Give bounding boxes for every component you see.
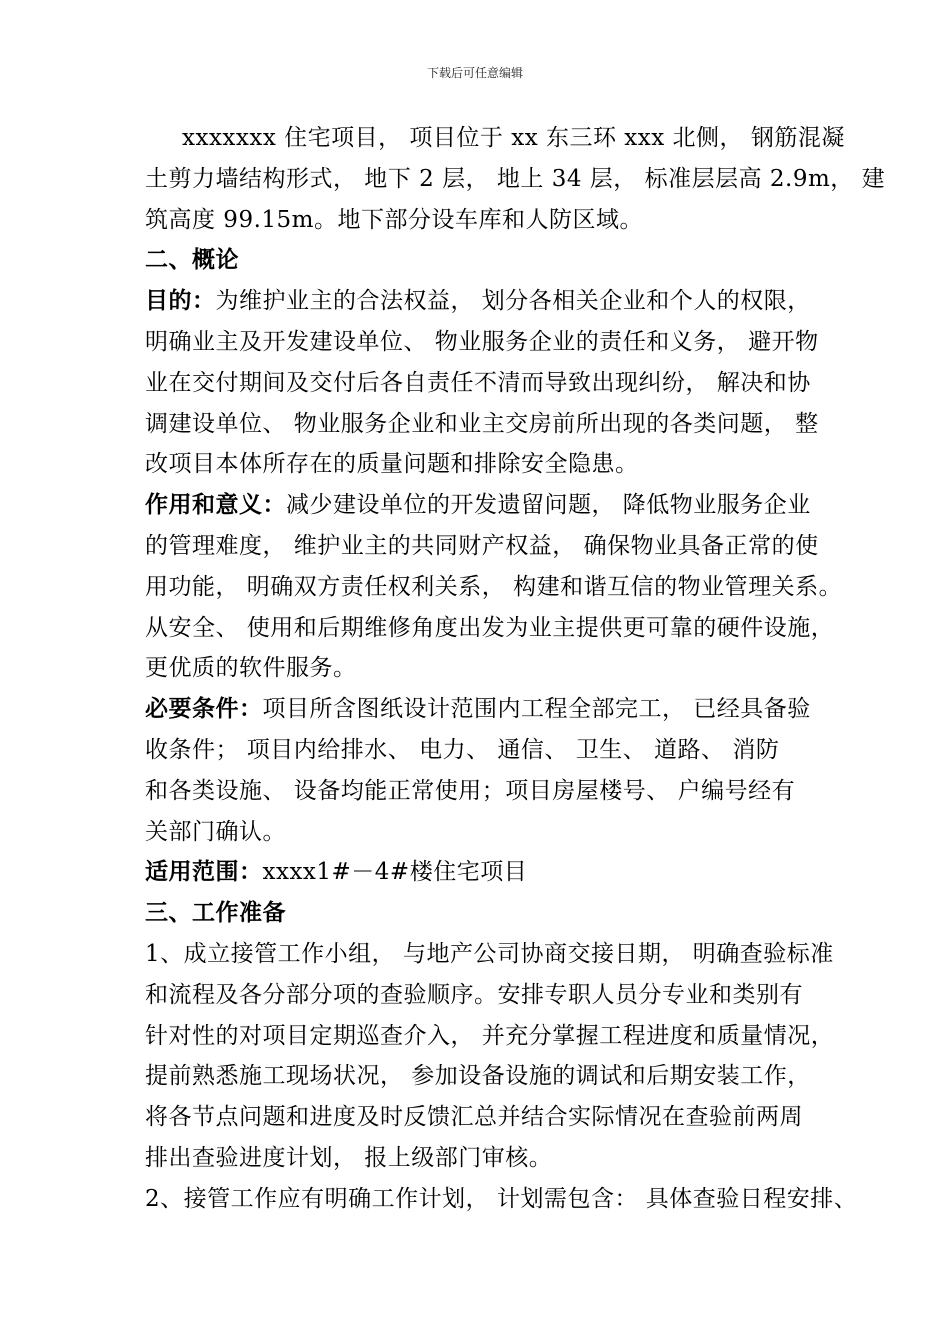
page-header: 下载后可任意编辑 <box>426 66 523 80</box>
significance-line: 从安全、 使用和后期维修角度出发为业主提供更可靠的硬件设施， <box>145 614 835 641</box>
prep-line: 2、接管工作应有明确工作计划， 计划需包含： 具体查验日程安排、 <box>145 1185 858 1212</box>
scope-line <box>145 852 835 893</box>
prep-line: 针对性的对项目定期巡查介入， 并充分掌握工程进度和质量情况， <box>145 1022 835 1049</box>
purpose-line: 业在交付期间及交付后各自责任不清而导致出现纠纷， 解决和协 <box>145 369 811 396</box>
scope-label: 适用范围： <box>145 859 263 886</box>
purpose-text: 为维护业主的合法权益， 划分各相关企业和个人的权限， <box>215 288 811 315</box>
conditions-text: 项目所含图纸设计范围内工程全部完工， 已经具备验 <box>262 696 811 723</box>
conditions-line: 关部门确认。 <box>145 818 286 845</box>
section-heading: 二、概论 <box>145 247 239 274</box>
conditions-label: 必要条件： <box>145 696 263 723</box>
significance-line: 更优质的软件服务。 <box>145 655 357 682</box>
section-heading: 三、工作准备 <box>145 900 286 927</box>
prep-line: 1、成立接管工作小组， 与地产公司协商交接日期， 明确查验标准 <box>145 940 834 967</box>
purpose-line <box>145 281 835 322</box>
purpose-line: 改项目本体所存在的质量问题和排除安全隐患。 <box>145 451 639 478</box>
prep-line: 提前熟悉施工现场状况， 参加设备设施的调试和后期安装工作， <box>145 1063 811 1090</box>
prep-line: 排出查验进度计划， 报上级部门审核。 <box>145 1144 553 1171</box>
significance-line: 的管理难度， 维护业主的共同财产权益， 确保物业具备正常的使 <box>145 532 819 559</box>
conditions-line: 和各类设施、 设备均能正常使用；项目房屋楼号、 户编号经有 <box>145 777 796 804</box>
document-body <box>145 118 886 1220</box>
conditions-line <box>145 689 835 730</box>
conditions-line: 收条件； 项目内给排水、 电力、 通信、 卫生、 道路、 消防 <box>145 736 780 763</box>
intro-line: 筑高度 99.15m。地下部分设车库和人防区域。 <box>145 206 643 233</box>
significance-label: 作用和意义： <box>145 492 286 519</box>
purpose-label: 目的： <box>145 288 216 315</box>
significance-line: 用功能， 明确双方责任权利关系， 构建和谐互信的物业管理关系。 <box>145 573 843 600</box>
prep-line: 将各节点问题和进度及时反馈汇总并结合实际情况在查验前两周 <box>145 1104 803 1131</box>
intro-line: 土剪力墙结构形式， 地下 2 层， 地上 34 层， 标准层层高 2.9m， 建 <box>145 165 886 192</box>
significance-line <box>145 485 835 526</box>
scope-text: xxxx1#－4#楼住宅项目 <box>262 859 528 886</box>
prep-line: 和流程及各分部分项的查验顺序。安排专职人员分专业和类别有 <box>145 981 803 1008</box>
purpose-line: 明确业主及开发建设单位、 物业服务企业的责任和义务， 避开物 <box>145 328 819 355</box>
intro-line: xxxxxxx 住宅项目， 项目位于 xx 东三环 xxx 北侧， 钢筋混凝 <box>182 125 845 151</box>
significance-text: 减少建设单位的开发遗留问题， 降低物业服务企业 <box>286 492 811 519</box>
purpose-line: 调建设单位、 物业服务企业和业主交房前所出现的各类问题， 整 <box>145 410 819 437</box>
